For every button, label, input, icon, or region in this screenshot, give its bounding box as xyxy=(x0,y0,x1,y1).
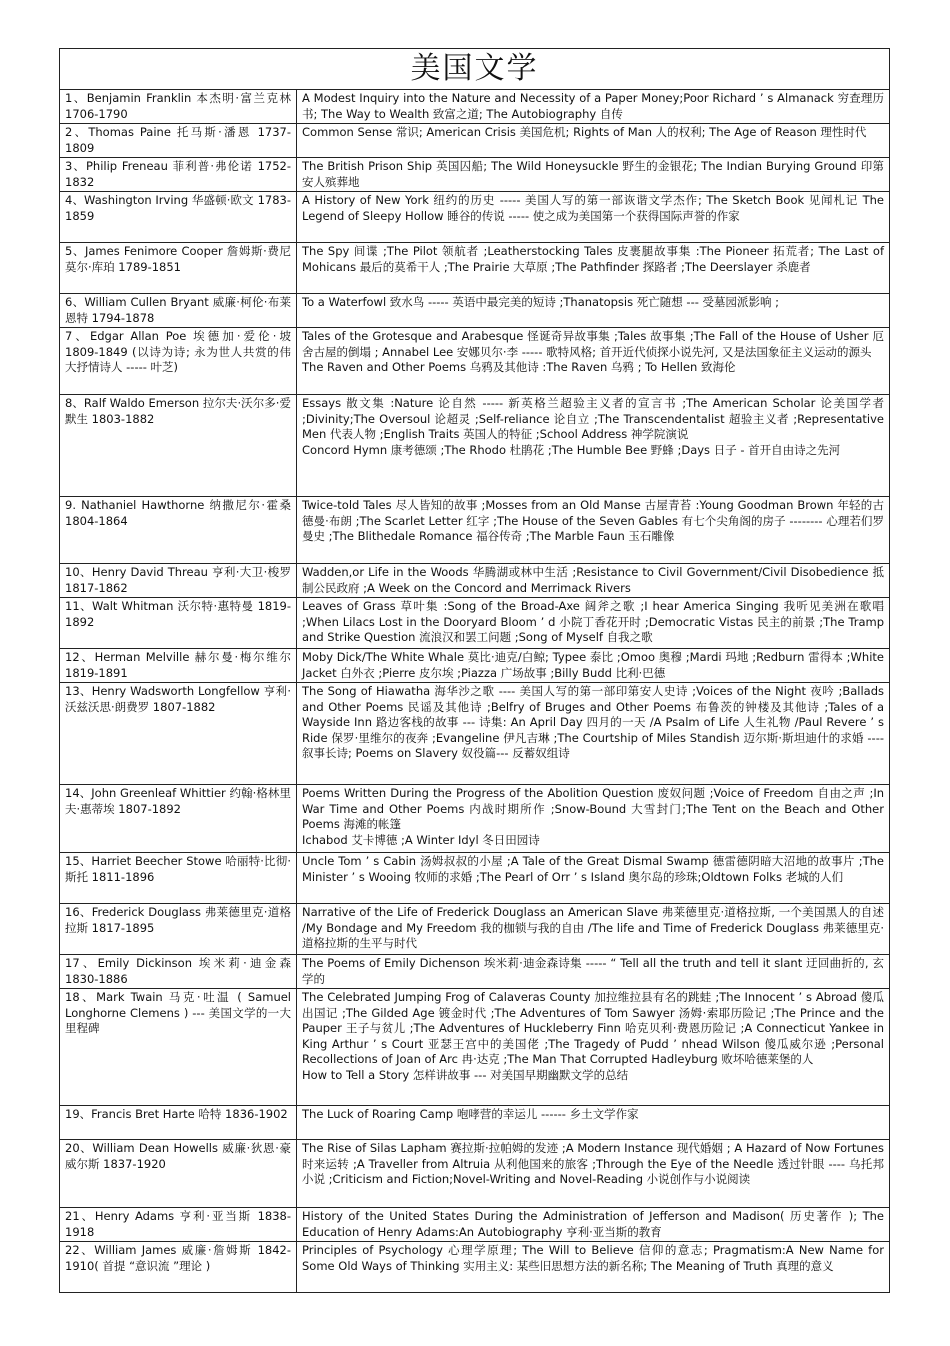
works-text: The Luck of Roaring Camp 咆哮营的幸运儿 ------ 乡土文学作家 xyxy=(302,1107,639,1121)
works-text: The Raven and Other Poems 乌鸦及其他诗 :The Raven 乌鸦 ; To Hellen 致海伦 xyxy=(302,360,736,374)
works-cell xyxy=(297,1208,890,1242)
works-cell xyxy=(297,598,890,649)
works-cell xyxy=(297,1242,890,1293)
table-row xyxy=(60,294,890,328)
table-row xyxy=(60,124,890,158)
works-cell xyxy=(297,683,890,785)
works-text: A Modest Inquiry into the Nature and Necessity of a Paper Money;Poor Richard ’ s Almanack 穷查理历书; The Way to Wealth 致富之道; The Autobiography 自传 xyxy=(302,91,884,121)
table-row xyxy=(60,158,890,192)
table-row xyxy=(60,955,890,989)
table-row xyxy=(60,395,890,497)
table-row xyxy=(60,1208,890,1242)
table-row xyxy=(60,904,890,955)
works-cell xyxy=(297,124,890,158)
author-cell: 2、Thomas Paine 托马斯·潘恩 1737-1809 xyxy=(60,124,297,158)
author-cell: 16、Frederick Douglass 弗莱德里克·道格拉斯 1817-1895 xyxy=(60,904,297,955)
works-cell xyxy=(297,853,890,904)
table-row xyxy=(60,989,890,1106)
table-row xyxy=(60,1106,890,1140)
works-text: The Poems of Emily Dichenson 埃米莉·迪金森诗集 ----- “ Tell all the truth and tell it slant 迂回曲折的, 玄学的 xyxy=(302,956,884,986)
author-cell: 10、Henry David Threau 亨利·大卫·梭罗 1817-1862 xyxy=(60,564,297,598)
works-cell xyxy=(297,294,890,328)
author-cell: 12、Herman Melville 赫尔曼·梅尔维尔 1819-1891 xyxy=(60,649,297,683)
works-text: Narrative of the Life of Frederick Douglass an American Slave 弗莱德里克·道格拉斯, 一个美国黑人的自述 /My Bondage and My Freedom 我的枷锁与我的自由 /The life and Time of Frederick Douglass 弗莱德里克·道格拉斯的生平与时代 xyxy=(302,905,884,950)
table-row xyxy=(60,598,890,649)
works-text: The Spy 间谍 ;The Pilot 领航者 ;Leatherstocking Tales 皮裹腿故事集 :The Pioneer 拓荒者; The Last of Mohicans 最后的莫希干人 ;The Prairie 大草原 ;The Pathfinder 探路者 ;The Deerslayer 杀鹿者 xyxy=(302,244,884,274)
works-text: The British Prison Ship 英国囚船; The Wild Honeysuckle 野生的金银花; The Indian Burying Ground 印第安人殡葬地 xyxy=(302,159,884,189)
works-cell xyxy=(297,328,890,395)
works-text: The Celebrated Jumping Frog of Calaveras County 加拉维拉县有名的跳蛙 ;The Innocent ’ s Abroad 傻瓜出国记 ;The Gilded Age 镀金时代 ;The Adventures of Tom Sawyer 汤姆·索耶历险记 ;The Prince and the Pauper 王子与贫儿 ;The Adventures of Huckleberry Finn 哈克贝利·费恩历险记 ;A Connecticut Yankee in King Arthur ’ s Court 亚瑟王宫中的美国佬 ;The Tragedy of Pudd ’ nhead Wilson 傻瓜威尔逊 ;Personal Recollections of Joan of Arc 冉·达克 ;The Man That Corrupted Hadleyburg 败坏哈德莱堡的人 xyxy=(302,990,884,1066)
works-text: Concord Hymn 康考德颂 ;The Rhodo 杜鹃花 ;The Humble Bee 野蜂 ;Days 日子 - 首开自由诗之先河 xyxy=(302,442,841,457)
works-text: Tales of the Grotesque and Arabesque 怪诞奇异故事集 ;Tales 故事集 ;The Fall of the House of Usher 厄舍古屋的倒塌 ; Annabel Lee 安娜贝尔·李 ----- 歌特风格; 首开近代侦探小说先河, 又是法国象征主义运动的源头 xyxy=(302,329,884,359)
table-row xyxy=(60,328,890,395)
author-cell: 20、William Dean Howells 威廉·狄恩·豪威尔斯 1837-1920 xyxy=(60,1140,297,1208)
works-cell xyxy=(297,564,890,598)
author-cell: 1、Benjamin Franklin 本杰明·富兰克林 1706-1790 xyxy=(60,90,297,124)
works-text: A History of New York 纽约的历史 ----- 美国人写的第一部诙谐文学杰作; The Sketch Book 见闻札记 The Legend of Sleepy Hollow 睡谷的传说 ----- 使之成为美国第一个获得国际声誉的作家 xyxy=(302,193,884,223)
table-row xyxy=(60,192,890,243)
author-cell: 3、Philip Freneau 菲利普·弗伦诺 1752-1832 xyxy=(60,158,297,192)
works-text: Wadden,or Life in the Woods 华腾湖或林中生活 ;Resistance to Civil Government/Civil Disobedience 抵制公民政府 ;A Week on the Concord and Merrimack Rivers xyxy=(302,565,884,595)
works-text: Twice-told Tales 尽人皆知的故事 ;Mosses from an Old Manse 古屋青苔 :Young Goodman Brown 年轻的古德曼·布朗 ;The Scarlet Letter 红字 ;The House of the Seven Gables 有七个尖角阁的房子 -------- 心理若们罗曼史 ;The Blithedale Romance 福谷传奇 ;The Marble Faun 玉石雕像 xyxy=(302,498,884,543)
works-text: The Song of Hiawatha 海华沙之歌 ---- 美国人写的第一部印第安人史诗 ;Voices of the Night 夜吟 ;Ballads and Other Poems 民谣及其他诗 ;Belfry of Bruges and Other Poems 布鲁茨的钟楼及其他诗 ;Tales of a Wayside Inn 路边客栈的故事 --- 诗集: An April Day 四月的一天 /A Psalm of Life 人生礼物 /Paul Revere ’ s Ride 保罗·里维尔的夜奔 ;Evangeline 伊凡吉琳 ;The Courtship of Miles Standish 迈尔斯·斯坦迪什的求婚 ---- 叙事长诗; Poems on Slavery 奴役篇--- 反蓄奴组诗 xyxy=(302,684,884,760)
works-cell xyxy=(297,158,890,192)
author-cell: 8、Ralf Waldo Emerson 拉尔夫·沃尔多·爱默生 1803-1882 xyxy=(60,395,297,497)
table-row xyxy=(60,90,890,124)
author-cell: 13、Henry Wadsworth Longfellow 亨利·沃兹沃思·朗费罗 1807-1882 xyxy=(60,683,297,785)
author-cell: 19、Francis Bret Harte 哈特 1836-1902 xyxy=(60,1106,297,1140)
table-row xyxy=(60,564,890,598)
works-text: Poems Written During the Progress of the Abolition Question 废奴问题 ;Voice of Freedom 自由之声 ;In War Time and Other Poems 内战时期所作 ;Snow-Bound 大雪封门;The Tent on the Beach and Other Poems 海滩的帐篷 xyxy=(302,786,884,831)
works-cell xyxy=(297,649,890,683)
table-row xyxy=(60,1140,890,1208)
table-row xyxy=(60,1242,890,1293)
author-cell: 5、James Fenimore Cooper 詹姆斯·费尼莫尔·库珀 1789-1851 xyxy=(60,243,297,294)
works-text: Leaves of Grass 草叶集 :Song of the Broad-Axe 阔斧之歌 ;I hear America Singing 我听见美洲在歌唱 ;When Lilacs Lost in the Dooryard Bloom ’ d 小院丁香花开时 ;Democratic Vistas 民主的前景 ;The Tramp and Strike Question 流浪汉和罢工问题 ;Song of Myself 自我之歌 xyxy=(302,599,884,644)
works-text: The Rise of Silas Lapham 赛拉斯·拉帕姆的发迹 ;A Modern Instance 现代婚姻 ; A Hazard of Now Fortunes 时来运转 ;A Traveller from Altruia 从利他国来的旅客 ;Through the Eye of the Needle 透过针眼 ---- 乌托邦小说 ;Criticism and Fiction;Novel-Writing and Novel-Reading 小说创作与小说阅读 xyxy=(302,1141,884,1186)
document-page xyxy=(59,48,890,1293)
table-row xyxy=(60,853,890,904)
works-text: Uncle Tom ’ s Cabin 汤姆叔叔的小屋 ;A Tale of the Great Dismal Swamp 德雷德阴暗大沼地的故事片 ;The Minister ’ s Wooing 牧师的求婚 ;The Pearl of Orr ’ s Island 奥尔岛的珍珠;Oldtown Folks 老城的人们 xyxy=(302,854,884,884)
works-cell xyxy=(297,989,890,1106)
works-text: How to Tell a Story 怎样讲故事 --- 对美国早期幽默文学的总结 xyxy=(302,1067,629,1082)
author-cell: 22、William James 威廉·詹姆斯 1842-1910( 首提 “意识流 ”理论 ) xyxy=(60,1242,297,1293)
works-text: Moby Dick/The White Whale 莫比·迪克/白鲸; Typee 泰比 ;Omoo 奥穆 ;Mardi 玛地 ;Redburn 雷得本 ;White Jacket 白外衣 ;Pierre 皮尔埃 ;Piazza 广场故事 ;Billy Budd 比利·巴德 xyxy=(302,650,884,680)
author-cell: 17、Emily Dickinson 埃米莉·迪金森 1830-1886 xyxy=(60,955,297,989)
table-row xyxy=(60,243,890,294)
works-text: Principles of Psychology 心理学原理; The Will to Believe 信仰的意志; Pragmatism:A New Name for Some Old Ways of Thinking 实用主义: 某些旧思想方法的新名称; The Meaning of Truth 真理的意义 xyxy=(302,1243,884,1273)
works-text: Ichabod 艾卡博德 ;A Winter Idyl 冬日田园诗 xyxy=(302,832,540,847)
works-cell xyxy=(297,243,890,294)
works-cell xyxy=(297,90,890,124)
table-row xyxy=(60,649,890,683)
works-cell xyxy=(297,395,890,497)
works-cell xyxy=(297,785,890,853)
works-text: Common Sense 常识; American Crisis 美国危机; Rights of Man 人的权利; The Age of Reason 理性时代 xyxy=(302,125,867,139)
works-cell xyxy=(297,1106,890,1140)
author-cell: 18、Mark Twain 马克·吐温 ( Samuel Longhorne Clemens ) --- 美国文学的一大里程碑 xyxy=(60,989,297,1106)
author-cell: 7、Edgar Allan Poe 埃德加·爱伦·坡 1809-1849 (以诗为诗; 永为世人共赏的伟大抒情诗人 ----- 叶芝) xyxy=(60,328,297,395)
table-row xyxy=(60,683,890,785)
author-cell: 9. Nathaniel Hawthorne 纳撒尼尔·霍桑 1804-1864 xyxy=(60,497,297,564)
author-cell: 11、Walt Whitman 沃尔特·惠特曼 1819-1892 xyxy=(60,598,297,649)
page-title: 美国文学 xyxy=(59,48,890,89)
works-cell xyxy=(297,192,890,243)
author-cell: 4、Washington Irving 华盛顿·欧文 1783-1859 xyxy=(60,192,297,243)
author-cell: 6、William Cullen Bryant 威廉·柯伦·布莱恩特 1794-1878 xyxy=(60,294,297,328)
works-text: History of the United States During the Administration of Jefferson and Madison( 历史著作 ); The Education of Henry Adams:An Autobiography 亨利·亚当斯的教育 xyxy=(302,1209,884,1239)
works-text: Essays 散文集 :Nature 论自然 ----- 新英格兰超验主义者的宣言书 ;The American Scholar 论美国学者 ;Divinity;The Oversoul 论超灵 ;Self-reliance 论自立 ;The Transcendentalist 超验主义者 ;Representative Men 代表人物 ;English Traits 英国人的特征 ;School Address 神学院演说 xyxy=(302,396,884,441)
author-cell: 14、John Greenleaf Whittier 约翰·格林里夫·惠蒂埃 1807-1892 xyxy=(60,785,297,853)
table-row xyxy=(60,785,890,853)
author-cell: 15、Harriet Beecher Stowe 哈丽特·比彻·斯托 1811-1896 xyxy=(60,853,297,904)
table-row xyxy=(60,497,890,564)
works-cell xyxy=(297,497,890,564)
literature-table xyxy=(59,89,890,1293)
works-cell xyxy=(297,904,890,955)
works-cell xyxy=(297,955,890,989)
author-cell: 21、Henry Adams 亨利·亚当斯 1838-1918 xyxy=(60,1208,297,1242)
works-text: To a Waterfowl 致水鸟 ----- 英语中最完美的短诗 ;Thanatopsis 死亡随想 --- 受墓园派影响 ; xyxy=(302,295,780,309)
works-cell xyxy=(297,1140,890,1208)
